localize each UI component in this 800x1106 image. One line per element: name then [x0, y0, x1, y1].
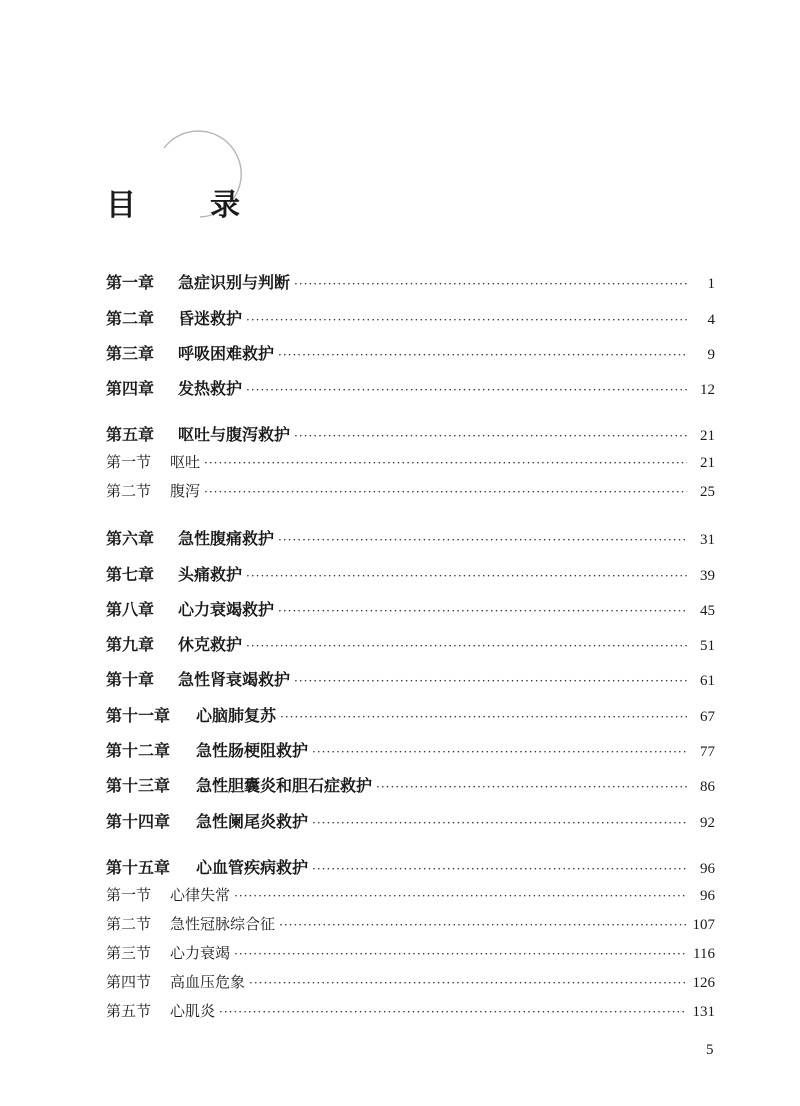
entry-title: 心脑肺复苏 [196, 706, 277, 725]
entry-title: 呼吸困难救护 [178, 344, 275, 363]
entry-page: 25 [700, 484, 715, 500]
toc-entry-chapter-6[interactable] [106, 526, 715, 549]
toc-entry-chapter-3[interactable] [106, 341, 715, 364]
leader-dots [204, 456, 687, 470]
entry-title: 呕吐 [170, 453, 201, 471]
entry-title: 急性肠梗阻救护 [196, 741, 309, 760]
leader-dots [219, 1005, 687, 1019]
entry-page: 12 [700, 382, 715, 398]
leader-dots [278, 604, 687, 618]
entry-page: 21 [700, 455, 715, 471]
entry-title: 心律失常 [170, 886, 231, 904]
entry-label: 第十三章 [106, 776, 171, 795]
entry-label: 第二节 [106, 482, 152, 500]
entry-title: 腹泻 [170, 482, 201, 500]
toc-entry-chapter-10[interactable] [106, 667, 715, 690]
toc-entry-chapter-12[interactable] [106, 738, 715, 761]
toc-entry-section[interactable] [106, 913, 715, 934]
entry-title: 昏迷救护 [178, 309, 243, 328]
entry-title: 心血管疾病救护 [196, 858, 309, 877]
entry-title: 急症识别与判断 [178, 273, 291, 292]
entry-page: 31 [700, 532, 715, 548]
entry-page: 92 [700, 815, 715, 831]
entry-title: 急性胆囊炎和胆石症救护 [196, 776, 373, 795]
entry-title: 急性肾衰竭救护 [178, 670, 291, 689]
entry-label: 第十一章 [106, 706, 171, 725]
entry-title: 头痛救护 [178, 565, 243, 584]
leader-dots [294, 674, 687, 688]
leader-dots [246, 569, 687, 583]
entry-label: 第四节 [106, 973, 152, 991]
entry-page: 4 [707, 312, 715, 328]
entry-page: 96 [700, 888, 715, 904]
leader-dots [376, 780, 687, 794]
entry-page: 131 [692, 1004, 715, 1020]
entry-title: 急性冠脉综合征 [170, 915, 276, 933]
entry-page: 21 [700, 428, 715, 444]
toc-entry-chapter-8[interactable] [106, 597, 715, 620]
entry-page: 51 [700, 638, 715, 654]
toc-entry-section[interactable] [106, 451, 715, 472]
toc-entry-chapter-7[interactable] [106, 562, 715, 585]
toc-entry-chapter-11[interactable] [106, 703, 715, 726]
entry-page: 45 [700, 603, 715, 619]
leader-dots [234, 947, 687, 961]
entry-title: 休克救护 [178, 635, 243, 654]
entry-label: 第三节 [106, 944, 152, 962]
entry-page: 126 [692, 975, 715, 991]
entry-label: 第五章 [106, 425, 155, 444]
leader-dots [246, 383, 687, 397]
entry-page: 9 [707, 347, 715, 363]
toc-entry-section[interactable] [106, 942, 715, 963]
leader-dots [234, 889, 687, 903]
entry-page: 61 [700, 673, 715, 689]
entry-label: 第一节 [106, 886, 152, 904]
toc-entry-chapter-13[interactable] [106, 773, 715, 796]
entry-label: 第十章 [106, 670, 155, 689]
entry-page: 77 [700, 744, 715, 760]
entry-label: 第三章 [106, 344, 155, 363]
leader-dots [312, 745, 687, 759]
entry-label: 第十五章 [106, 858, 171, 877]
toc-entry-chapter-14[interactable] [106, 809, 715, 832]
leader-dots [249, 976, 687, 990]
toc-entry-section[interactable] [106, 884, 715, 905]
toc-entry-section[interactable] [106, 480, 715, 501]
leader-dots [279, 918, 687, 932]
entry-label: 第一章 [106, 273, 155, 292]
toc-entry-chapter-2[interactable] [106, 306, 715, 329]
leader-dots [312, 816, 687, 830]
toc-entry-chapter-4[interactable] [106, 376, 715, 399]
leader-dots [204, 485, 687, 499]
entry-title: 发热救护 [178, 379, 243, 398]
leader-dots [278, 533, 687, 547]
entry-title: 急性阑尾炎救护 [196, 812, 309, 831]
toc-entry-chapter-5[interactable] [106, 422, 715, 445]
entry-label: 第二节 [106, 915, 152, 933]
leader-dots [312, 862, 687, 876]
entry-page: 96 [700, 861, 715, 877]
toc-entry-section[interactable] [106, 1000, 715, 1021]
entry-page: 67 [700, 709, 715, 725]
leader-dots [246, 639, 687, 653]
entry-page: 116 [693, 946, 715, 962]
toc-entry-chapter-9[interactable] [106, 632, 715, 655]
entry-label: 第八章 [106, 600, 155, 619]
toc-entry-chapter-15[interactable] [106, 855, 715, 878]
entry-label: 第五节 [106, 1002, 152, 1020]
toc-entry-chapter-1[interactable] [106, 270, 715, 293]
leader-dots [294, 429, 687, 443]
entry-label: 第四章 [106, 379, 155, 398]
entry-page: 86 [700, 779, 715, 795]
entry-title: 心力衰竭救护 [178, 600, 275, 619]
entry-label: 第二章 [106, 309, 155, 328]
entry-title: 急性腹痛救护 [178, 529, 275, 548]
entry-title: 心力衰竭 [170, 944, 231, 962]
leader-dots [294, 277, 687, 291]
leader-dots [280, 710, 687, 724]
toc-title: 目 录 [106, 188, 262, 223]
entry-label: 第七章 [106, 565, 155, 584]
leader-dots [246, 313, 687, 327]
entry-label: 第一节 [106, 453, 152, 471]
entry-page: 107 [692, 917, 715, 933]
toc-entry-section[interactable] [106, 971, 715, 992]
page-number: 5 [706, 1042, 714, 1058]
entry-page: 1 [707, 276, 715, 292]
entry-label: 第十四章 [106, 812, 171, 831]
entry-page: 39 [700, 568, 715, 584]
leader-dots [278, 348, 687, 362]
entry-title: 高血压危象 [170, 973, 246, 991]
entry-label: 第十二章 [106, 741, 171, 760]
entry-title: 呕吐与腹泻救护 [178, 425, 291, 444]
entry-title: 心肌炎 [170, 1002, 216, 1020]
entry-label: 第六章 [106, 529, 155, 548]
entry-label: 第九章 [106, 635, 155, 654]
